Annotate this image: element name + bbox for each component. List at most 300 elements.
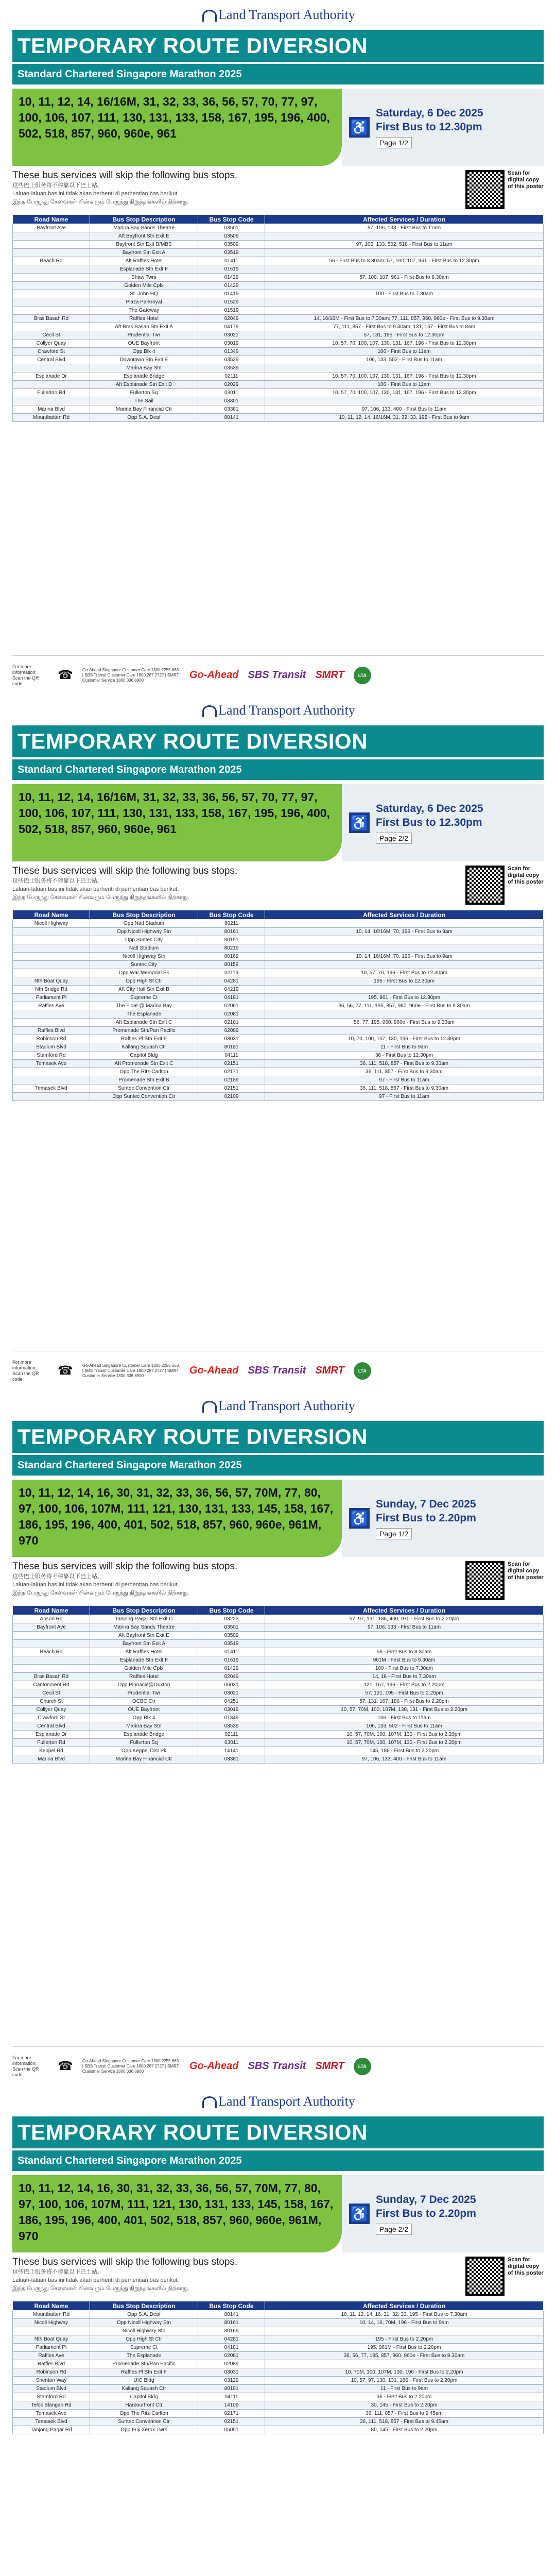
cell-desc: Raffles Pl Stn Exit F bbox=[90, 2368, 198, 2377]
cell-road bbox=[13, 241, 90, 249]
qr-block bbox=[465, 866, 544, 907]
cell-code: 01619 bbox=[198, 265, 265, 274]
cell-services: 195 - First Bus to 12.30pm bbox=[265, 977, 544, 986]
diversion-date: Saturday, 6 Dec 2025 bbox=[376, 803, 483, 815]
go-ahead-logo: Go-Ahead bbox=[189, 2060, 239, 2072]
cell-services: 97, 106, 133 - First Bus to 11am bbox=[265, 224, 544, 232]
table-row bbox=[13, 969, 544, 977]
cell-code: 02081 bbox=[198, 2352, 265, 2360]
cell-services: 100 - First Bus to 7.30am bbox=[265, 1665, 544, 1673]
cell-code: 01411 bbox=[198, 257, 265, 265]
cell-road bbox=[13, 1632, 90, 1640]
table-row bbox=[13, 961, 544, 969]
cell-desc: Opp Suntec City bbox=[90, 936, 198, 944]
cell-code: 02101 bbox=[198, 1019, 265, 1027]
cell-road: Anson Rd bbox=[13, 1615, 90, 1623]
table-row bbox=[13, 2319, 544, 2327]
services-panel bbox=[12, 1480, 544, 1557]
cell-code: 02151 bbox=[198, 1060, 265, 1068]
sbs-transit-logo: SBS Transit bbox=[248, 2060, 306, 2072]
intro-section bbox=[12, 2257, 544, 2298]
cell-code: 01619 bbox=[198, 1656, 265, 1665]
header-desc: Bus Stop Description bbox=[90, 215, 198, 224]
cell-code: 80169 bbox=[198, 2327, 265, 2335]
qr-caption: Scan for digital copy of this poster bbox=[508, 170, 544, 190]
cell-road: Temasek Blvd bbox=[13, 1084, 90, 1093]
cell-desc: Opp S.A. Deaf bbox=[90, 2311, 198, 2319]
intro-ta: இந்த பேருந்து சேவைகள் பின்வரும் பேருந்து நிறுத்தங்களில் நிற்காது. bbox=[12, 2285, 189, 2292]
lta-arch-icon bbox=[201, 1400, 215, 1412]
cell-code: 14109 bbox=[198, 2401, 265, 2410]
diversion-when bbox=[376, 106, 483, 148]
cell-road: Crawford St bbox=[13, 1714, 90, 1722]
cell-services: 10, 14, 16, 70M, 196 - First Bus to 9am bbox=[265, 2319, 544, 2327]
intro-en: These bus services will skip the following bus stops. bbox=[12, 1561, 238, 1572]
cell-code: 02029 bbox=[198, 381, 265, 389]
cell-desc: Aft Bras Basah Stn Exit A bbox=[90, 323, 198, 331]
intro-ta: இந்த பேருந்து சேவைகள் பின்வரும் பேருந்து நிறுத்தங்களில் நிற்காது. bbox=[12, 1590, 189, 1596]
table-row bbox=[13, 1681, 544, 1689]
cell-code: 01419 bbox=[198, 290, 265, 298]
date-panel bbox=[342, 784, 544, 861]
cell-road bbox=[13, 1019, 90, 1027]
table-row bbox=[13, 1632, 544, 1640]
services-panel bbox=[12, 2175, 544, 2252]
cell-road bbox=[13, 1656, 90, 1665]
cell-services: 97, 106, 133, 400 - First Bus to 11am bbox=[265, 405, 544, 414]
more-info: For more information: Scan the QR code bbox=[12, 1359, 39, 1382]
table-row bbox=[13, 2344, 544, 2352]
sbs-transit-logo: SBS Transit bbox=[248, 1365, 306, 1376]
cell-road: Esplanade Dr bbox=[13, 1731, 90, 1739]
table-row bbox=[13, 1060, 544, 1068]
lta-logo bbox=[201, 2094, 355, 2109]
cell-services bbox=[265, 1632, 544, 1640]
qr-caption: Scan for digital copy of this poster bbox=[508, 2257, 544, 2276]
intro-ms: Laluan-laluan bas ini tidak akan berhenti di perhentian bas berikut. bbox=[12, 886, 179, 892]
cell-services: 97 - First Bus to 11am bbox=[265, 1093, 544, 1101]
cell-road: Temasek Blvd bbox=[13, 2418, 90, 2426]
cell-road: Shenton Way bbox=[13, 2377, 90, 2385]
cell-code: 03539 bbox=[198, 364, 265, 372]
table-row bbox=[13, 1689, 544, 1698]
cell-desc: Aft Raffles Hotel bbox=[90, 257, 198, 265]
cell-road: Crawford St bbox=[13, 348, 90, 356]
cell-code: 01429 bbox=[198, 282, 265, 290]
cell-services: 10, 57, 70, 100, 107, 130, 131, 167, 196 - First Bus to 12.30pm bbox=[265, 372, 544, 381]
table-row bbox=[13, 1043, 544, 1052]
qr-code-icon[interactable] bbox=[465, 866, 505, 905]
table-header-row bbox=[13, 910, 544, 920]
cell-services: 11 - First Bus to 9am bbox=[265, 1043, 544, 1052]
table-row bbox=[13, 2311, 544, 2319]
cell-services: 106, 133, 502 - First Bus to 11am bbox=[265, 356, 544, 364]
cell-road: Beach Rd bbox=[13, 1648, 90, 1656]
cell-code: 80151 bbox=[198, 936, 265, 944]
cell-code: 02049 bbox=[198, 1673, 265, 1681]
cell-road bbox=[13, 381, 90, 389]
cell-road bbox=[13, 364, 90, 372]
cell-desc: Golden Mile Cplx bbox=[90, 282, 198, 290]
cell-desc: Promenade Stn Exit B bbox=[90, 1076, 198, 1084]
cell-road bbox=[13, 1665, 90, 1673]
cell-code: 03021 bbox=[198, 331, 265, 340]
table-row bbox=[13, 1714, 544, 1722]
cell-code: 03381 bbox=[198, 1755, 265, 1764]
table-row bbox=[13, 282, 544, 290]
more-info: For more information: Scan the QR code bbox=[12, 664, 39, 686]
intro-ta: இந்த பேருந்து சேவைகள் பின்வரும் பேருந்து நிறுத்தங்களில் நிற்காது. bbox=[12, 199, 189, 205]
intro-ms: Laluan-laluan bas ini tidak akan berhenti di perhentian bas berikut. bbox=[12, 191, 179, 197]
header-code: Bus Stop Code bbox=[198, 910, 265, 920]
cell-services: 10, 57, 70M, 100, 107M, 130 - First Bus to 2.20pm bbox=[265, 1731, 544, 1739]
cell-services bbox=[265, 298, 544, 307]
cell-code: 03019 bbox=[198, 340, 265, 348]
cell-road bbox=[13, 274, 90, 282]
intro-en: These bus services will skip the following bus stops. bbox=[12, 2257, 238, 2267]
poster-title: TEMPORARY ROUTE DIVERSION bbox=[18, 33, 368, 58]
cell-code: 04111 bbox=[198, 2393, 265, 2401]
cell-desc: UIC Bldg bbox=[90, 2377, 198, 2385]
table-body bbox=[13, 1615, 544, 1764]
cell-code: 03501 bbox=[198, 224, 265, 232]
table-row bbox=[13, 920, 544, 928]
cell-code: 03539 bbox=[198, 1722, 265, 1731]
cell-desc: Nicoll Highway Stn bbox=[90, 2327, 198, 2335]
cell-road: Bras Basah Rd bbox=[13, 1673, 90, 1681]
diversion-when bbox=[376, 802, 483, 844]
table-row bbox=[13, 348, 544, 356]
cell-services bbox=[265, 1010, 544, 1019]
cell-road: Church St bbox=[13, 1698, 90, 1706]
cell-road: Fullerton Rd bbox=[13, 1739, 90, 1747]
cell-desc: Aft Esplanade Stn Exit C bbox=[90, 1019, 198, 1027]
event-name: Standard Chartered Singapore Marathon 2025 bbox=[18, 1459, 242, 1471]
header-services: Affected Services / Duration bbox=[265, 215, 544, 224]
cell-code: 03031 bbox=[198, 2368, 265, 2377]
table-row bbox=[13, 1052, 544, 1060]
qr-code-icon[interactable] bbox=[465, 170, 505, 209]
cell-desc: Tanjong Pagar Stn Exit C bbox=[90, 1615, 198, 1623]
lta-logo-text: Land Transport Authority bbox=[218, 1398, 355, 1413]
cell-road bbox=[13, 969, 90, 977]
cell-road bbox=[13, 953, 90, 961]
smrt-logo: SMRT bbox=[315, 1365, 344, 1376]
table-row bbox=[13, 274, 544, 282]
cell-road: Collyer Quay bbox=[13, 1706, 90, 1714]
cell-services: 10, 57, 70, 100, 107, 130, 131, 167, 196 - First Bus to 12.30pm bbox=[265, 389, 544, 397]
intro-en: These bus services will skip the following bus stops. bbox=[12, 170, 238, 181]
cell-services: 97, 106, 133 - First Bus to 11am bbox=[265, 1623, 544, 1632]
cell-road: Nth Boat Quay bbox=[13, 977, 90, 986]
cell-code: 03129 bbox=[198, 2377, 265, 2385]
lta-badge-icon: LTA bbox=[354, 2058, 371, 2075]
cell-desc: Prudential Twr bbox=[90, 331, 198, 340]
intro-zh: 这些巴士服务将不停靠以下巴士站。 bbox=[12, 182, 103, 189]
cell-road bbox=[13, 928, 90, 936]
table-row bbox=[13, 241, 544, 249]
cell-code: 80141 bbox=[198, 2311, 265, 2319]
more-info: For more information: Scan the QR code bbox=[12, 2055, 39, 2077]
cell-code: 03519 bbox=[198, 1640, 265, 1648]
cell-services: 36, 111, 518, 857 - First Bus to 9.30am bbox=[265, 1060, 544, 1068]
cell-desc: Golden Mile Cplx bbox=[90, 1665, 198, 1673]
cell-road bbox=[13, 936, 90, 944]
cell-road: Stadium Blvd bbox=[13, 2385, 90, 2393]
cell-road: Raffles Ave bbox=[13, 1002, 90, 1010]
cell-desc: Opp Fuji Xerox Twrs bbox=[90, 2426, 198, 2434]
cell-desc: Raffles Hotel bbox=[90, 315, 198, 323]
cell-desc: Aft Bayfront Stn Exit E bbox=[90, 232, 198, 241]
cell-road: Beach Rd bbox=[13, 257, 90, 265]
cell-road: Cecil St bbox=[13, 1689, 90, 1698]
cell-code: 80181 bbox=[198, 2385, 265, 2393]
cell-code: 06031 bbox=[198, 1681, 265, 1689]
cell-road: Parliament Pl bbox=[13, 2344, 90, 2352]
intro-ms: Laluan-laluan bas ini tidak akan berhenti di perhentian bas berikut. bbox=[12, 1582, 179, 1588]
cell-code: 14141 bbox=[198, 1747, 265, 1755]
cell-code: 03509 bbox=[198, 1632, 265, 1640]
wheelchair-icon: ♿ bbox=[349, 812, 370, 833]
cell-desc: Marina Bay Stn bbox=[90, 1722, 198, 1731]
cell-services: 10, 11, 12, 14, 16/16M, 31, 32, 33, 195 - First Bus to 9am bbox=[265, 414, 544, 422]
lta-arch-icon bbox=[201, 9, 215, 21]
header-desc: Bus Stop Description bbox=[90, 2301, 198, 2311]
table-row bbox=[13, 1084, 544, 1093]
intro-text bbox=[12, 170, 237, 211]
cell-desc: Natl Stadium bbox=[90, 944, 198, 953]
cell-code: 04281 bbox=[198, 977, 265, 986]
cell-services: 195 - First Bus to 2.20pm bbox=[265, 2335, 544, 2344]
header-road: Road Name bbox=[13, 215, 90, 224]
intro-text bbox=[12, 1561, 237, 1602]
hotline-text: Go-Ahead Singapore Customer Care 1800 2255 663 | SBS Transit Customer Care 1800 287 2727 | SMRT Customer Service 1800 336 8900 bbox=[82, 667, 179, 683]
cell-desc: Capitol Bldg bbox=[90, 1052, 198, 1060]
intro-text bbox=[12, 866, 237, 907]
cell-road: Mountbatten Rd bbox=[13, 414, 90, 422]
poster-title: TEMPORARY ROUTE DIVERSION bbox=[18, 1425, 368, 1449]
cell-code: 03021 bbox=[198, 1689, 265, 1698]
title-band bbox=[12, 2116, 544, 2148]
table-header-row bbox=[13, 215, 544, 224]
table-row bbox=[13, 953, 544, 961]
cell-services: 121, 167, 196 - First Bus to 2.20pm bbox=[265, 1681, 544, 1689]
table-row bbox=[13, 977, 544, 986]
lta-arch-icon bbox=[201, 2095, 215, 2108]
footer bbox=[12, 1351, 544, 1387]
cell-desc: Opp Blk 4 bbox=[90, 1714, 198, 1722]
table-row bbox=[13, 2410, 544, 2418]
cell-services: 10, 57, 70M, 100, 107M, 130, 131 - First Bus to 2.20pm bbox=[265, 1706, 544, 1714]
table-row bbox=[13, 1093, 544, 1101]
cell-desc: Opp Natl Stadium bbox=[90, 920, 198, 928]
cell-road: Esplanade Dr bbox=[13, 372, 90, 381]
services-panel bbox=[12, 89, 544, 166]
table-row bbox=[13, 405, 544, 414]
cell-road: Nth Boat Quay bbox=[13, 2335, 90, 2344]
cell-road bbox=[13, 298, 90, 307]
cell-code: 01411 bbox=[198, 1648, 265, 1656]
cell-code: 03509 bbox=[198, 241, 265, 249]
table-row bbox=[13, 298, 544, 307]
table-row bbox=[13, 2377, 544, 2385]
lta-logo bbox=[201, 1398, 355, 1414]
cell-services: 36, 111, 518, 857 - First Bus to 9.45am bbox=[265, 2418, 544, 2426]
cell-road: Stadium Blvd bbox=[13, 1043, 90, 1052]
cell-desc: Supreme Ct bbox=[90, 2344, 198, 2352]
cell-desc: Bayfront Stn Exit A bbox=[90, 249, 198, 257]
cell-services: 57, 100, 107, 961 - First Bus to 9.30am bbox=[265, 274, 544, 282]
cell-road: Marina Blvd bbox=[13, 1755, 90, 1764]
intro-zh: 这些巴士服务将不停靠以下巴士站。 bbox=[12, 2269, 103, 2275]
cell-desc: Opp Blk 4 bbox=[90, 348, 198, 356]
cell-road: Fullerton Rd bbox=[13, 389, 90, 397]
cell-road bbox=[13, 232, 90, 241]
cell-services: 14, 16/16M - First Bus to 7.30am; 77, 111, 857, 960, 960e - First Bus to 9.30am bbox=[265, 315, 544, 323]
cell-road: Raffles Ave bbox=[13, 2352, 90, 2360]
cell-services bbox=[265, 2327, 544, 2335]
table-row bbox=[13, 257, 544, 265]
cell-desc: The Gateway bbox=[90, 307, 198, 315]
intro-zh: 这些巴士服务将不停靠以下巴士站。 bbox=[12, 878, 103, 884]
cell-services: 80, 145 - First Bus to 2.20pm bbox=[265, 2426, 544, 2434]
cell-desc: Opp High St Ctr bbox=[90, 977, 198, 986]
cell-services: 77, 111, 857 - First Bus to 9.30am; 131, 167 - First Bus to 8am bbox=[265, 323, 544, 331]
poster-title: TEMPORARY ROUTE DIVERSION bbox=[18, 2120, 368, 2144]
cell-road: Temasek Ave bbox=[13, 1060, 90, 1068]
cell-services: 36, 111, 857 - First Bus to 9.30am bbox=[265, 1068, 544, 1076]
cell-desc: Suntec Convention Ctr bbox=[90, 2418, 198, 2426]
go-ahead-logo: Go-Ahead bbox=[189, 669, 239, 681]
cell-code: 80181 bbox=[198, 1043, 265, 1052]
date-panel bbox=[342, 2175, 544, 2252]
cell-code: 02049 bbox=[198, 315, 265, 323]
cell-road: Parliament Pl bbox=[13, 994, 90, 1002]
cell-code: 04181 bbox=[198, 994, 265, 1002]
table-row bbox=[13, 1722, 544, 1731]
cell-services: 57, 131, 195 - First Bus to 2.20pm bbox=[265, 1689, 544, 1698]
qr-block bbox=[465, 1561, 544, 1602]
cell-code: 80161 bbox=[198, 2319, 265, 2327]
cell-code: 02089 bbox=[198, 2360, 265, 2368]
table-row bbox=[13, 224, 544, 232]
cell-code: 02111 bbox=[198, 372, 265, 381]
intro-ms: Laluan-laluan bas ini tidak akan berhenti di perhentian bas berikut. bbox=[12, 2277, 179, 2283]
cell-desc: Aft Bayfront Stn Exit E bbox=[90, 1632, 198, 1640]
table-row bbox=[13, 323, 544, 331]
services-panel bbox=[12, 784, 544, 861]
cell-road: Marina Blvd bbox=[13, 405, 90, 414]
table-row bbox=[13, 1656, 544, 1665]
cell-road: Cecil St bbox=[13, 331, 90, 340]
qr-code-icon[interactable] bbox=[465, 1561, 505, 1600]
cell-desc: Marina Bay Sands Theatre bbox=[90, 224, 198, 232]
cell-code: 03019 bbox=[198, 1706, 265, 1714]
cell-road: Mountbatten Rd bbox=[13, 2311, 90, 2319]
lta-arch-icon bbox=[201, 704, 215, 717]
cell-services: 56 - First Bus to 8.30am; 57, 100, 107, 961 - First Bus to 12.30pm bbox=[265, 257, 544, 265]
qr-caption: Scan for digital copy of this poster bbox=[508, 866, 544, 885]
title-band bbox=[12, 30, 544, 62]
cell-desc: Harbourfront Ctr bbox=[90, 2401, 198, 2410]
cell-services: 11 - First Bus to 9am bbox=[265, 2385, 544, 2393]
cell-road bbox=[13, 397, 90, 405]
cell-services bbox=[265, 397, 544, 405]
cell-road: Collyer Quay bbox=[13, 340, 90, 348]
qr-code-icon[interactable] bbox=[465, 2257, 505, 2296]
cell-road: Stamford Rd bbox=[13, 1052, 90, 1060]
go-ahead-logo: Go-Ahead bbox=[189, 1365, 239, 1376]
cell-code: 02151 bbox=[198, 2418, 265, 2426]
cell-code: 01429 bbox=[198, 274, 265, 282]
cell-road: Bayfront Ave bbox=[13, 1623, 90, 1632]
cell-desc: Nicoll Highway Stn bbox=[90, 953, 198, 961]
cell-services bbox=[265, 936, 544, 944]
table-row bbox=[13, 1035, 544, 1043]
table-row bbox=[13, 2385, 544, 2393]
table-row bbox=[13, 265, 544, 274]
table-row bbox=[13, 307, 544, 315]
cell-desc: Opp High St Ctr bbox=[90, 2335, 198, 2344]
cell-services: 106 - First Bus to 11am bbox=[265, 381, 544, 389]
diversion-when bbox=[376, 1497, 476, 1539]
header-code: Bus Stop Code bbox=[198, 2301, 265, 2311]
cell-road bbox=[13, 961, 90, 969]
cell-services: 57, 131, 195 - First Bus to 12.30pm bbox=[265, 331, 544, 340]
cell-desc: Raffles Hotel bbox=[90, 1673, 198, 1681]
event-name: Standard Chartered Singapore Marathon 2025 bbox=[18, 68, 242, 80]
cell-road: Bayfront Ave bbox=[13, 224, 90, 232]
affected-services-box bbox=[12, 89, 342, 166]
table-row bbox=[13, 1706, 544, 1714]
cell-road: Tanjong Pagar Rd bbox=[13, 2426, 90, 2434]
phone-icon: ☎ bbox=[58, 668, 73, 682]
qr-block bbox=[465, 170, 544, 211]
footer bbox=[12, 655, 544, 691]
cell-code: 02089 bbox=[198, 1027, 265, 1035]
cell-desc: Marina Bay Stn bbox=[90, 364, 198, 372]
cell-services: 56, 77, 195, 960, 960e - First Bus to 9.30am bbox=[265, 1019, 544, 1027]
cell-code: 01529 bbox=[198, 298, 265, 307]
cell-desc: Suntec City bbox=[90, 961, 198, 969]
wheelchair-icon: ♿ bbox=[349, 117, 370, 138]
cell-desc: Fullerton Sq bbox=[90, 389, 198, 397]
cell-code: 04179 bbox=[198, 323, 265, 331]
cell-desc: Downtown Stn Exit E bbox=[90, 356, 198, 364]
table-row bbox=[13, 994, 544, 1002]
cell-desc: Aft Esplanade Stn Exit D bbox=[90, 381, 198, 389]
table-row bbox=[13, 372, 544, 381]
header-desc: Bus Stop Description bbox=[90, 910, 198, 920]
cell-desc: Prudential Twr bbox=[90, 1689, 198, 1698]
cell-services: 36, 111, 857 - First Bus to 9.45am bbox=[265, 2410, 544, 2418]
cell-desc: Opp The Ritz-Carlton bbox=[90, 2410, 198, 2418]
table-row bbox=[13, 232, 544, 241]
intro-text bbox=[12, 2257, 237, 2298]
diversion-time: First Bus to 12.30pm bbox=[376, 817, 482, 828]
cell-road: Bras Basah Rd bbox=[13, 315, 90, 323]
table-row bbox=[13, 249, 544, 257]
cell-road: Telok Blangah Rd bbox=[13, 2401, 90, 2410]
poster-title: TEMPORARY ROUTE DIVERSION bbox=[18, 729, 368, 753]
cell-desc: Kallang Squash Ctr bbox=[90, 2385, 198, 2393]
cell-services: 36, 56, 77, 195, 857, 960, 960e - First Bus to 9.30am bbox=[265, 2352, 544, 2360]
event-name: Standard Chartered Singapore Marathon 2025 bbox=[18, 2155, 242, 2166]
cell-road bbox=[13, 282, 90, 290]
cell-road bbox=[13, 1076, 90, 1084]
cell-services bbox=[265, 944, 544, 953]
table-row bbox=[13, 1002, 544, 1010]
